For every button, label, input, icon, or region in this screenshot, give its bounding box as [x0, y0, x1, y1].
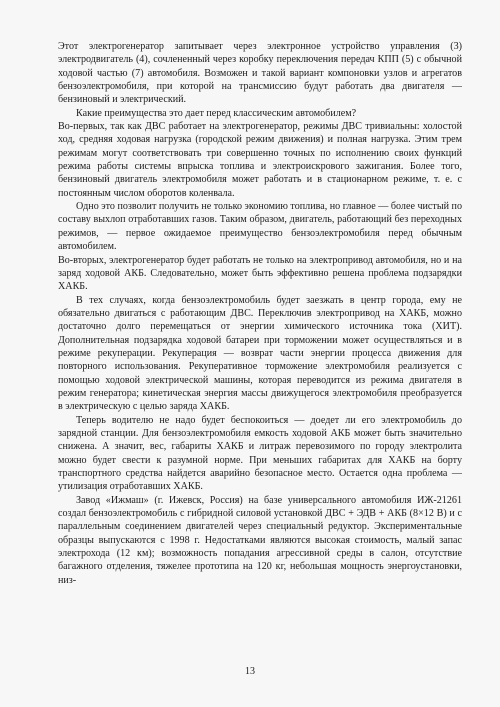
body-text — [58, 40, 462, 587]
paragraph: Во-первых, так как ДВС работает на электрогенератор, режимы ДВС тривиальны: холостой ход, средняя ходовая нагрузка (городской режим движения) и полная нагрузка. Этим трем режимам могут соответствовать три совершенно точных по исполнению своих функций режима работы системы впрыска топлива и электроискрового зажигания. Более того, бензиновый двигатель электромобиля может работать и в стационарном режиме, т. е. с постоянным числом оборотов коленвала. — [58, 121, 462, 199]
paragraph: Одно это позволит получить не только экономию топлива, но главное — более чистый по составу выхлоп отработавших газов. Таким образом, двигатель, работающий без переходных режимов, — первое ожидаемое преимущество бензоэлектромобиля перед обычным автомобилем. — [58, 201, 462, 253]
paragraph: Этот электрогенератор запитывает через электронное устройство управления (3) электродвигатель (4), сочлененный через коробку переключения передач КПП (5) с обычной ходовой частью (7) автомобиля. Возможен и такой вариант компоновки узлов и агрегатов бензоэлектромобиля, при которой на трансмиссию будут работать два двигателя — бензиновый и электрический. — [58, 41, 462, 106]
page-number: 13 — [245, 666, 255, 677]
paragraph: Завод «Ижмаш» (г. Ижевск, Россия) на базе универсального автомобиля ИЖ-21261 создал бензоэлектромобиль с гибридной силовой установкой ДВС + ЭДВ + АКБ (8×12 В) и с параллельным соединением двигателей через специальный редуктор. Экспериментальные образцы выпускаются с 1998 г. Недостатками являются высокая стоимость, малый запас электрохода (12 км); возможность попадания агрессивной среды в салон, отсутствие багажного отделения, тяжелее прототипа на 120 кг, небольшая мощность энергоустановки, низ- — [58, 494, 462, 586]
paragraph: В тех случаях, когда бензоэлектромобиль будет заезжать в центр города, ему не обязательно двигаться с работающим ДВС. Переключив электропривод на ХАКБ, можно достаточно долго перемещаться от энергии химического источника тока (ХИТ). Дополнительная подзарядка ходовой батареи при торможении может осуществляться и в режиме рекуперации. Рекуперация — возврат части энергии процесса движения для повторного использования. Рекуперативное торможение электромобиля реализуется с помощью ходовой электрической машины, которая переводится из режима двигателя в режим генератора; кинетическая энергия массы движущегося электромобиля преобразуется в электрическую с целью заряда ХАКБ. — [58, 294, 462, 413]
paragraph: Теперь водителю не надо будет беспокоиться — доедет ли его электромобиль до зарядной станции. Для бензоэлектромобиля емкость ходовой АКБ может быть значительно снижена. А значит, вес, габариты ХАКБ и литраж перевозимого по городу электролита можно будет свести к разумной норме. При меньших габаритах для ХАКБ на борту транспортного средства найдется аварийно безопасное место. Остается одна проблема — утилизация отработавших ХАКБ. — [58, 414, 462, 493]
paragraph: Во-вторых, электрогенератор будет работать не только на электропривод автомобиля, но и на заряд ходовой АКБ. Следовательно, может быть эффективно решена проблема подзарядки ХАКБ. — [58, 254, 462, 293]
paragraph: Какие преимущества это дает перед классическим автомобилем? — [76, 107, 357, 119]
